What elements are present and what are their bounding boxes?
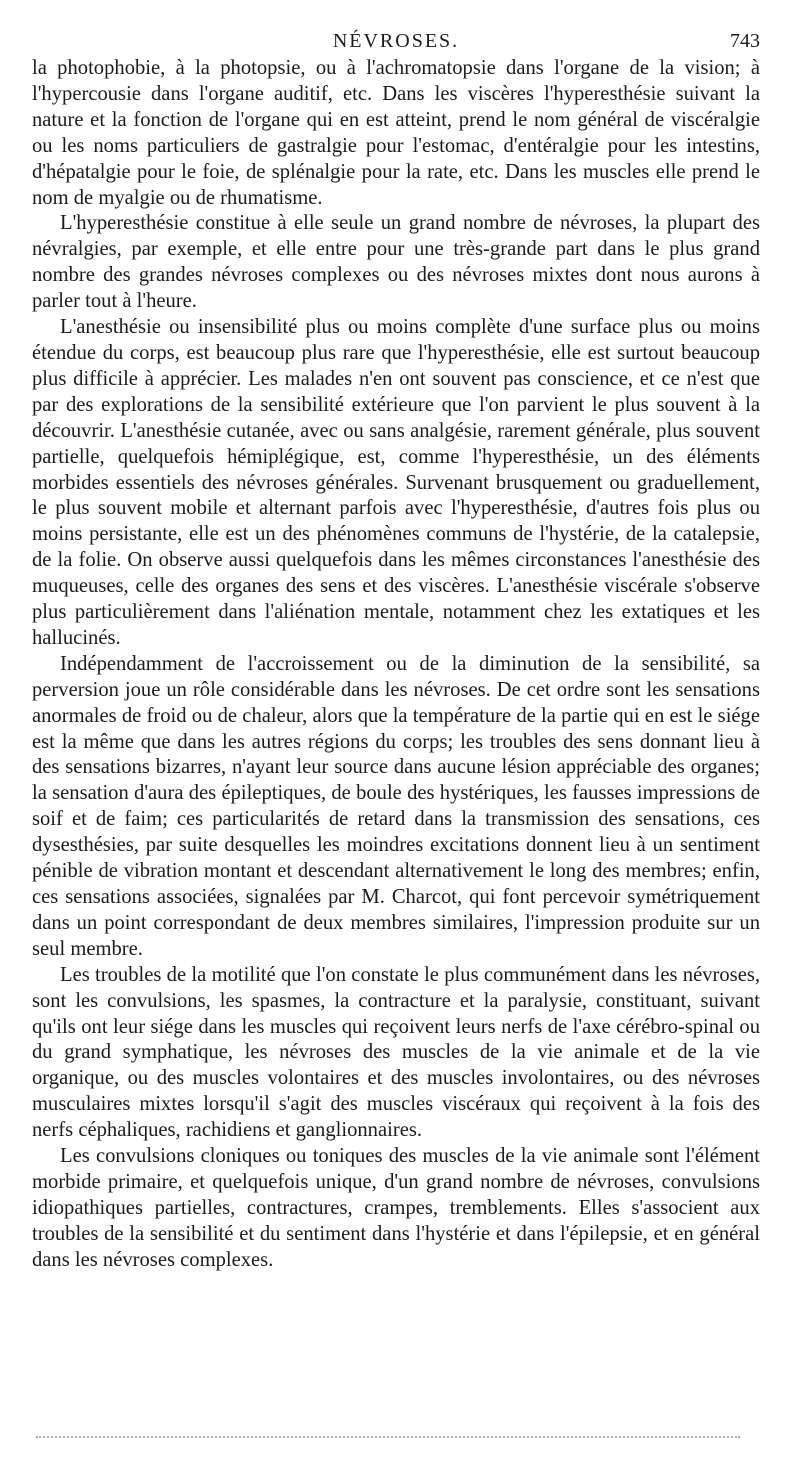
paragraph-troubles-motilite: Les troubles de la motilité que l'on constate le plus communément dans les névroses, sont les convulsions, les spasmes, la contracture et la paralysie, constituant, suivant qu'ils ont leur siége dans les muscles qui reçoivent leurs nerfs de l'axe cérébro-spinal ou du grand symphatique, les névroses des muscles de la vie animale et de la vie organique, ou des muscles volontaires et des muscles involontaires, ou des névroses musculaires mixtes lorsqu'il s'agit des muscles viscéraux qui reçoivent à la fois des nerfs céphaliques, rachidiens et ganglionnaires. bbox=[32, 963, 760, 1142]
paragraph-hyperesthesie: L'hyperesthésie constitue à elle seule un grand nombre de névroses, la plupart des névralgies, par exemple, et elle entre pour une très-grande part dans le plus grand nombre des grandes névroses complexes ou des névroses mixtes dont nous aurons à parler tout à l'heure. bbox=[32, 212, 760, 313]
body-text bbox=[32, 56, 760, 1274]
paragraph-continuation: la photophobie, à la photopsie, ou à l'achromatopsie dans l'organe de la vision; à l'hypercousie dans l'organe auditif, etc. Dans les viscères l'hyperesthésie suivant la nature et la fonction de l'organe qui en est atteint, prend le nom général de viscéralgie ou les noms particuliers de gastralgie pour l'estomac, d'entéralgie pour les intestins, d'hépatalgie pour le foie, de splénalgie pour la rate, etc. Dans les muscles elle prend le nom de myalgie ou de rhumatisme. bbox=[32, 57, 760, 209]
footer-dotted-rule bbox=[36, 1436, 740, 1438]
running-head bbox=[32, 22, 760, 56]
page-number: 743 bbox=[730, 30, 760, 52]
page-title: NÉVROSES. bbox=[332, 30, 460, 52]
paragraph-anesthesie: L'anesthésie ou insensibilité plus ou moins complète d'une surface plus ou moins étendue du corps, est beaucoup plus rare que l'hyperesthésie, elle est surtout beaucoup plus difficile à apprécier. Les malades n'en ont souvent pas conscience, et ce n'est que par des explorations de la sensibilité extérieure que l'on parvient le plus souvent à la découvrir. L'anesthésie cutanée, avec ou sans analgésie, rarement générale, plus souvent partielle, quelquefois hémiplégique, est, comme l'hyperesthésie, un des éléments morbides essentiels des névroses générales. Survenant brusquement ou graduellement, le plus souvent mobile et alternant parfois avec l'hyperesthésie, d'autres fois plus ou moins persistante, elle est un des phénomènes communs de l'hystérie, de la catalepsie, de la folie. On observe aussi quelquefois dans les mêmes circonstances l'anesthésie des muqueuses, celle des organes des sens et des viscères. L'anesthésie viscérale s'observe plus particulièrement dans l'aliénation mentale, notamment chez les extatiques et les hallucinés. bbox=[32, 316, 760, 649]
paragraph-convulsions: Les convulsions cloniques ou toniques des muscles de la vie animale sont l'élément morbide primaire, et quelquefois unique, d'un grand nombre de névroses, convulsions idiopathiques partielles, contractures, crampes, tremblements. Elles s'associent aux troubles de la sensibilité et du sentiment dans l'hystérie et dans l'épilepsie, et en général dans les névroses complexes. bbox=[32, 1145, 760, 1271]
paragraph-perversion-sensibilite: Indépendamment de l'accroissement ou de la diminution de la sensibilité, sa perversion joue un rôle considérable dans les névroses. De cet ordre sont les sensations anormales de froid ou de chaleur, alors que la température de la partie qui en est le siége est la même que dans les autres régions du corps; les troubles des sens donnant lieu à des sensations bizarres, n'ayant leur source dans aucune lésion appréciable des organes; la sensation d'aura des épileptiques, de boule des hystériques, les fausses impressions de soif et de faim; ces particularités de retard dans la transmission des sensations, ces dysesthésies, par suite desquelles les moindres excitations donnent lieu à un sentiment pénible de vibration montant et descendant alternativement le long des membres; enfin, ces sensations associées, signalées par M. Charcot, qui font percevoir symétriquement dans un point correspondant de deux membres similaires, l'impression produite sur un seul membre. bbox=[32, 652, 760, 960]
